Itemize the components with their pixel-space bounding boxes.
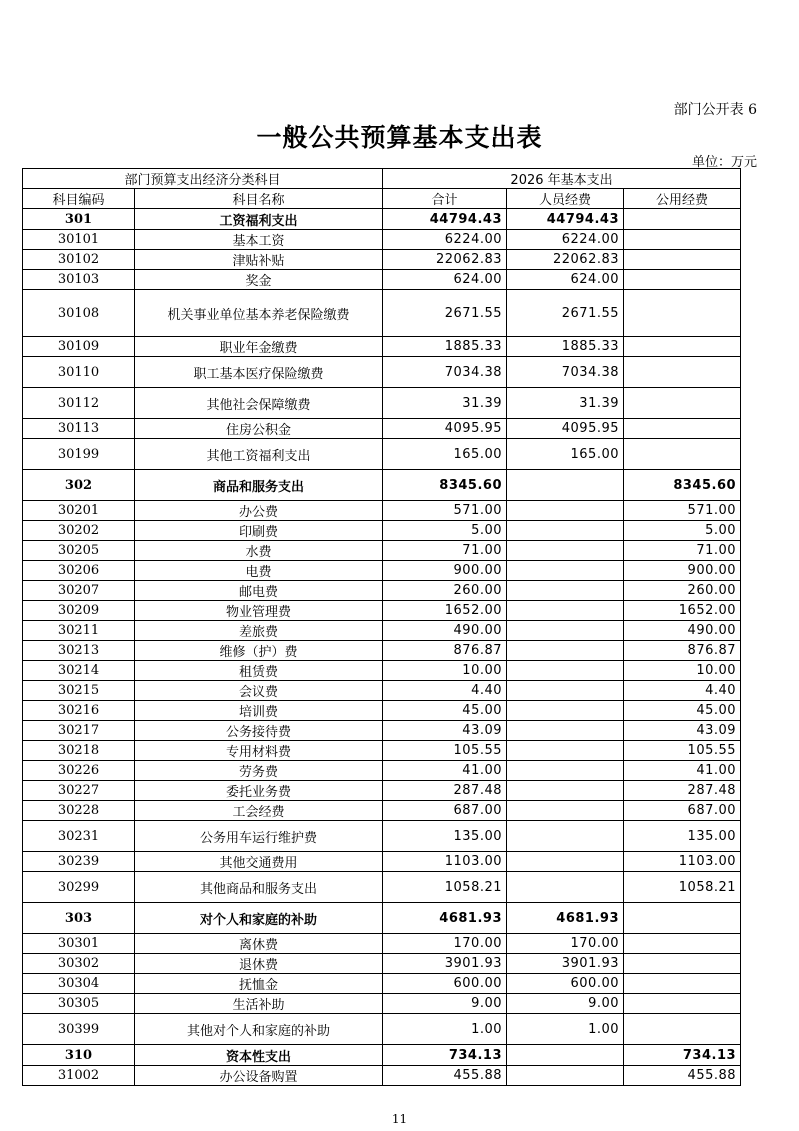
cell-public	[624, 1014, 741, 1045]
cell-personnel: 3901.93	[507, 954, 624, 974]
table-label: 部门公开表 6	[673, 102, 757, 118]
table-row	[23, 974, 741, 994]
cell-public: 1652.00	[624, 601, 741, 621]
cell-code: 30218	[23, 741, 135, 761]
table-row	[23, 641, 741, 661]
cell-total: 9.00	[383, 994, 507, 1014]
table-row	[23, 741, 741, 761]
table-row	[23, 439, 741, 470]
cell-personnel: 4095.95	[507, 419, 624, 439]
cell-code: 30207	[23, 581, 135, 601]
table-row	[23, 934, 741, 954]
cell-personnel: 2671.55	[507, 290, 624, 337]
cell-public: 105.55	[624, 741, 741, 761]
cell-total: 8345.60	[383, 470, 507, 501]
table-row	[23, 521, 741, 541]
cell-public	[624, 290, 741, 337]
table-row	[23, 290, 741, 337]
table-row	[23, 872, 741, 903]
cell-code: 30211	[23, 621, 135, 641]
cell-public: 287.48	[624, 781, 741, 801]
cell-name: 其他社会保障缴费	[135, 388, 383, 419]
cell-name: 公务接待费	[135, 721, 383, 741]
cell-code: 31002	[23, 1066, 135, 1086]
table-row	[23, 954, 741, 974]
cell-code: 30228	[23, 801, 135, 821]
table-row	[23, 581, 741, 601]
cell-personnel	[507, 661, 624, 681]
table-row	[23, 209, 741, 230]
cell-code: 30304	[23, 974, 135, 994]
table-row	[23, 470, 741, 501]
cell-public	[624, 388, 741, 419]
cell-name: 电费	[135, 561, 383, 581]
cell-name: 办公费	[135, 501, 383, 521]
table-row	[23, 561, 741, 581]
cell-personnel	[507, 872, 624, 903]
cell-public	[624, 209, 741, 230]
cell-name: 机关事业单位基本养老保险缴费	[135, 290, 383, 337]
cell-code: 301	[23, 209, 135, 230]
cell-personnel	[507, 701, 624, 721]
cell-code: 30101	[23, 230, 135, 250]
cell-name: 其他对个人和家庭的补助	[135, 1014, 383, 1045]
cell-name: 退休费	[135, 954, 383, 974]
table-row	[23, 852, 741, 872]
page-number: 11	[391, 1112, 408, 1126]
table-row	[23, 601, 741, 621]
cell-public: 734.13	[624, 1045, 741, 1066]
cell-code: 30217	[23, 721, 135, 741]
cell-personnel	[507, 761, 624, 781]
cell-name: 对个人和家庭的补助	[135, 903, 383, 934]
cell-public: 71.00	[624, 541, 741, 561]
cell-name: 邮电费	[135, 581, 383, 601]
cell-personnel	[507, 641, 624, 661]
cell-total: 44794.43	[383, 209, 507, 230]
cell-public: 687.00	[624, 801, 741, 821]
cell-code: 30213	[23, 641, 135, 661]
cell-total: 3901.93	[383, 954, 507, 974]
cell-personnel: 1885.33	[507, 337, 624, 357]
cell-total: 4681.93	[383, 903, 507, 934]
cell-name: 职业年金缴费	[135, 337, 383, 357]
table-row	[23, 1045, 741, 1066]
cell-public	[624, 250, 741, 270]
cell-public: 45.00	[624, 701, 741, 721]
cell-public: 900.00	[624, 561, 741, 581]
cell-code: 30227	[23, 781, 135, 801]
cell-public: 41.00	[624, 761, 741, 781]
cell-total: 22062.83	[383, 250, 507, 270]
cell-personnel: 9.00	[507, 994, 624, 1014]
cell-total: 734.13	[383, 1045, 507, 1066]
cell-total: 455.88	[383, 1066, 507, 1086]
cell-public	[624, 230, 741, 250]
cell-public	[624, 419, 741, 439]
cell-name: 公务用车运行维护费	[135, 821, 383, 852]
table-row	[23, 230, 741, 250]
cell-public	[624, 974, 741, 994]
cell-code: 30209	[23, 601, 135, 621]
cell-public: 135.00	[624, 821, 741, 852]
table-row	[23, 270, 741, 290]
cell-personnel	[507, 681, 624, 701]
table-row	[23, 661, 741, 681]
cell-public: 571.00	[624, 501, 741, 521]
cell-public: 1058.21	[624, 872, 741, 903]
cell-code: 30205	[23, 541, 135, 561]
cell-name: 津贴补贴	[135, 250, 383, 270]
cell-public: 876.87	[624, 641, 741, 661]
cell-total: 71.00	[383, 541, 507, 561]
cell-total: 45.00	[383, 701, 507, 721]
cell-personnel	[507, 561, 624, 581]
cell-total: 900.00	[383, 561, 507, 581]
cell-code: 30231	[23, 821, 135, 852]
cell-name: 住房公积金	[135, 419, 383, 439]
cell-code: 30299	[23, 872, 135, 903]
cell-code: 30103	[23, 270, 135, 290]
table-row	[23, 801, 741, 821]
table-row	[23, 250, 741, 270]
cell-total: 43.09	[383, 721, 507, 741]
cell-personnel	[507, 521, 624, 541]
cell-name: 职工基本医疗保险缴费	[135, 357, 383, 388]
col-header-code: 科目编码	[23, 189, 135, 209]
cell-total: 876.87	[383, 641, 507, 661]
cell-code: 30108	[23, 290, 135, 337]
table-row	[23, 994, 741, 1014]
cell-code: 30301	[23, 934, 135, 954]
cell-personnel: 1.00	[507, 1014, 624, 1045]
cell-personnel: 165.00	[507, 439, 624, 470]
cell-total: 4.40	[383, 681, 507, 701]
cell-name: 其他工资福利支出	[135, 439, 383, 470]
cell-total: 6224.00	[383, 230, 507, 250]
cell-total: 1652.00	[383, 601, 507, 621]
table-row	[23, 1014, 741, 1045]
cell-public	[624, 337, 741, 357]
cell-total: 135.00	[383, 821, 507, 852]
cell-personnel	[507, 821, 624, 852]
cell-public: 1103.00	[624, 852, 741, 872]
cell-name: 印刷费	[135, 521, 383, 541]
cell-personnel: 7034.38	[507, 357, 624, 388]
cell-name: 物业管理费	[135, 601, 383, 621]
cell-code: 30399	[23, 1014, 135, 1045]
cell-name: 资本性支出	[135, 1045, 383, 1066]
cell-personnel	[507, 581, 624, 601]
cell-total: 624.00	[383, 270, 507, 290]
cell-total: 1058.21	[383, 872, 507, 903]
group-header-right: 2026 年基本支出	[383, 169, 741, 189]
table-row	[23, 541, 741, 561]
table-row	[23, 903, 741, 934]
cell-public	[624, 439, 741, 470]
cell-code: 30199	[23, 439, 135, 470]
cell-personnel	[507, 1045, 624, 1066]
col-header-personnel: 人员经费	[507, 189, 624, 209]
cell-total: 170.00	[383, 934, 507, 954]
table-row	[23, 621, 741, 641]
cell-public	[624, 934, 741, 954]
cell-public: 10.00	[624, 661, 741, 681]
table-row	[23, 781, 741, 801]
group-header-row	[23, 169, 741, 189]
cell-public	[624, 357, 741, 388]
cell-public	[624, 903, 741, 934]
table-row	[23, 721, 741, 741]
cell-personnel	[507, 741, 624, 761]
cell-code: 30215	[23, 681, 135, 701]
cell-total: 7034.38	[383, 357, 507, 388]
cell-total: 165.00	[383, 439, 507, 470]
cell-code: 30216	[23, 701, 135, 721]
cell-name: 培训费	[135, 701, 383, 721]
cell-code: 30109	[23, 337, 135, 357]
column-header-row	[23, 189, 741, 209]
cell-code: 303	[23, 903, 135, 934]
cell-public: 5.00	[624, 521, 741, 541]
group-header-left: 部门预算支出经济分类科目	[23, 169, 383, 189]
cell-code: 30202	[23, 521, 135, 541]
cell-personnel: 170.00	[507, 934, 624, 954]
cell-total: 4095.95	[383, 419, 507, 439]
cell-public: 4.40	[624, 681, 741, 701]
cell-name: 维修（护）费	[135, 641, 383, 661]
budget-table	[22, 168, 741, 1086]
cell-name: 水费	[135, 541, 383, 561]
cell-personnel	[507, 781, 624, 801]
cell-total: 41.00	[383, 761, 507, 781]
cell-total: 687.00	[383, 801, 507, 821]
cell-personnel: 4681.93	[507, 903, 624, 934]
cell-code: 310	[23, 1045, 135, 1066]
cell-name: 办公设备购置	[135, 1066, 383, 1086]
cell-personnel	[507, 541, 624, 561]
cell-public	[624, 270, 741, 290]
cell-personnel: 31.39	[507, 388, 624, 419]
cell-name: 劳务费	[135, 761, 383, 781]
cell-code: 30214	[23, 661, 135, 681]
table-row	[23, 501, 741, 521]
cell-total: 287.48	[383, 781, 507, 801]
cell-total: 260.00	[383, 581, 507, 601]
col-header-public: 公用经费	[624, 189, 741, 209]
table-row	[23, 337, 741, 357]
cell-personnel: 44794.43	[507, 209, 624, 230]
cell-total: 1103.00	[383, 852, 507, 872]
cell-name: 工资福利支出	[135, 209, 383, 230]
cell-total: 2671.55	[383, 290, 507, 337]
cell-name: 基本工资	[135, 230, 383, 250]
cell-total: 1885.33	[383, 337, 507, 357]
cell-code: 30113	[23, 419, 135, 439]
cell-public: 455.88	[624, 1066, 741, 1086]
table-row	[23, 701, 741, 721]
table-row	[23, 821, 741, 852]
cell-personnel: 624.00	[507, 270, 624, 290]
cell-personnel: 6224.00	[507, 230, 624, 250]
cell-name: 生活补助	[135, 994, 383, 1014]
cell-personnel	[507, 1066, 624, 1086]
cell-name: 其他交通费用	[135, 852, 383, 872]
col-header-name: 科目名称	[135, 189, 383, 209]
cell-name: 工会经费	[135, 801, 383, 821]
cell-personnel	[507, 852, 624, 872]
table-row	[23, 419, 741, 439]
cell-code: 30201	[23, 501, 135, 521]
page-title: 一般公共预算基本支出表	[256, 123, 543, 152]
cell-code: 30112	[23, 388, 135, 419]
cell-name: 差旅费	[135, 621, 383, 641]
cell-name: 奖金	[135, 270, 383, 290]
cell-total: 571.00	[383, 501, 507, 521]
cell-public: 260.00	[624, 581, 741, 601]
cell-personnel: 22062.83	[507, 250, 624, 270]
col-header-total: 合计	[383, 189, 507, 209]
unit-label: 单位：万元	[691, 155, 757, 170]
cell-code: 30102	[23, 250, 135, 270]
cell-personnel	[507, 501, 624, 521]
cell-code: 30305	[23, 994, 135, 1014]
cell-code: 30206	[23, 561, 135, 581]
cell-name: 租赁费	[135, 661, 383, 681]
cell-total: 1.00	[383, 1014, 507, 1045]
table-row	[23, 357, 741, 388]
cell-name: 专用材料费	[135, 741, 383, 761]
cell-public: 490.00	[624, 621, 741, 641]
cell-personnel	[507, 470, 624, 501]
cell-name: 委托业务费	[135, 781, 383, 801]
cell-code: 30226	[23, 761, 135, 781]
cell-personnel	[507, 621, 624, 641]
cell-personnel: 600.00	[507, 974, 624, 994]
cell-code: 30302	[23, 954, 135, 974]
cell-total: 600.00	[383, 974, 507, 994]
cell-name: 抚恤金	[135, 974, 383, 994]
cell-public: 8345.60	[624, 470, 741, 501]
cell-total: 5.00	[383, 521, 507, 541]
cell-name: 离休费	[135, 934, 383, 954]
cell-name: 其他商品和服务支出	[135, 872, 383, 903]
table-row	[23, 681, 741, 701]
cell-name: 商品和服务支出	[135, 470, 383, 501]
cell-total: 105.55	[383, 741, 507, 761]
cell-total: 490.00	[383, 621, 507, 641]
cell-public: 43.09	[624, 721, 741, 741]
cell-code: 302	[23, 470, 135, 501]
cell-total: 31.39	[383, 388, 507, 419]
cell-code: 30110	[23, 357, 135, 388]
cell-name: 会议费	[135, 681, 383, 701]
cell-public	[624, 994, 741, 1014]
table-row	[23, 388, 741, 419]
table-row	[23, 1066, 741, 1086]
cell-personnel	[507, 801, 624, 821]
cell-personnel	[507, 601, 624, 621]
table-row	[23, 761, 741, 781]
cell-code: 30239	[23, 852, 135, 872]
cell-personnel	[507, 721, 624, 741]
cell-public	[624, 954, 741, 974]
cell-total: 10.00	[383, 661, 507, 681]
